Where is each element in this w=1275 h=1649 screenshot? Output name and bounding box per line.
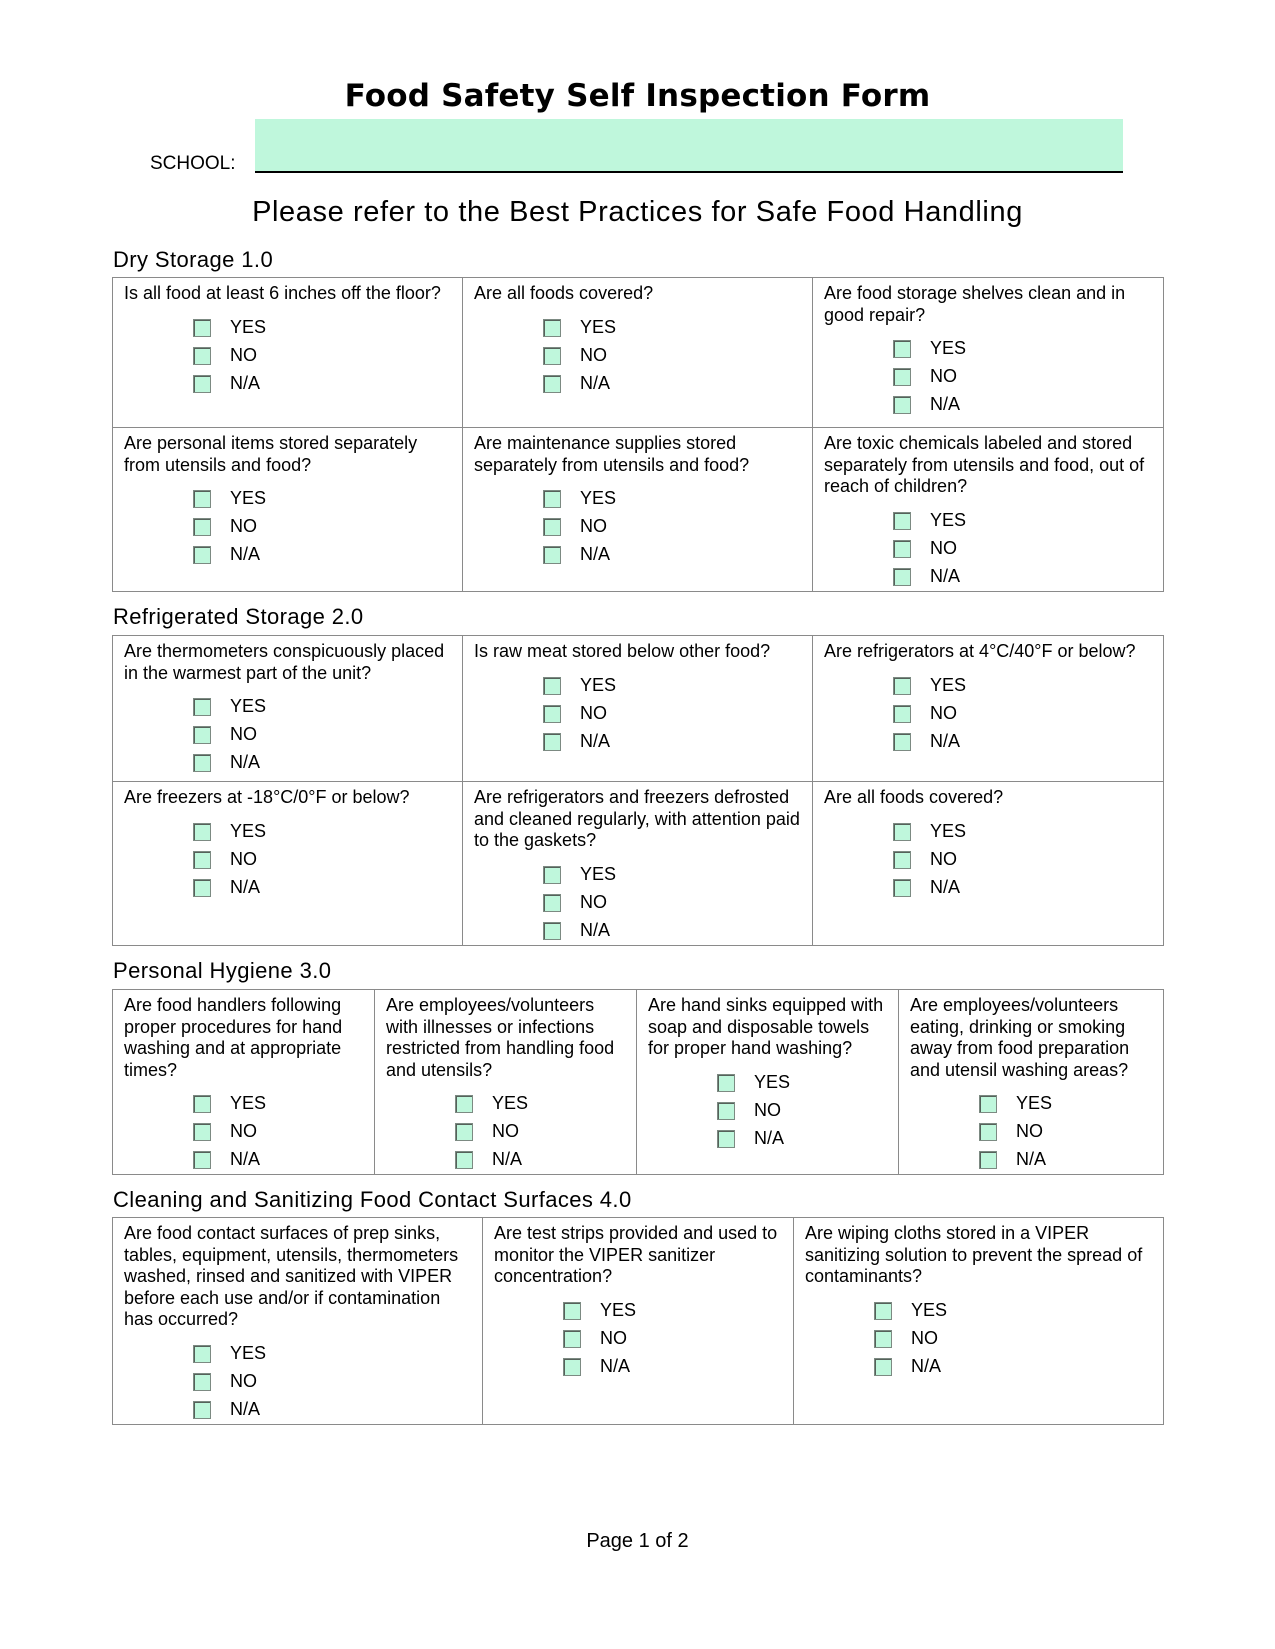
section-title-refrigerated-storage: Refrigerated Storage 2.0 — [113, 604, 364, 629]
question-text: Are employees/volunteers with illnesses or infections restricted from handling food and utensils? — [386, 995, 615, 1080]
na-label: N/A — [600, 1355, 631, 1376]
na-checkbox[interactable] — [193, 546, 211, 564]
na-checkbox[interactable] — [893, 396, 911, 414]
answer-options — [893, 335, 1153, 419]
na-label: N/A — [230, 544, 261, 565]
option-na[interactable] — [563, 1353, 783, 1381]
option-na[interactable] — [717, 1125, 888, 1153]
question-text: Is all food at least 6 inches off the floor? — [124, 283, 441, 303]
no-label: NO — [580, 891, 607, 912]
personal-hygiene-table — [112, 989, 1164, 1175]
yes-checkbox[interactable] — [563, 1302, 581, 1320]
answer-options — [563, 1297, 783, 1381]
question-text: Are food handlers following proper procedures for hand washing and at appropriate times? — [124, 995, 343, 1080]
no-checkbox[interactable] — [893, 368, 911, 386]
cleaning-sanitizing-table — [112, 1217, 1164, 1425]
question-cell — [813, 636, 1164, 782]
option-yes[interactable] — [193, 485, 452, 513]
yes-checkbox[interactable] — [455, 1095, 473, 1113]
yes-label: YES — [492, 1093, 529, 1114]
na-label: N/A — [230, 1149, 261, 1170]
yes-label: YES — [1016, 1093, 1053, 1114]
option-na[interactable] — [874, 1353, 1153, 1381]
no-label: NO — [230, 516, 257, 537]
question-cell — [113, 990, 375, 1175]
question-text: Are thermometers conspicuously placed in the warmest part of the unit? — [124, 641, 445, 683]
no-checkbox[interactable] — [893, 851, 911, 869]
option-yes[interactable] — [543, 314, 802, 342]
no-checkbox[interactable] — [543, 347, 561, 365]
question-cell — [899, 990, 1164, 1175]
answer-options — [543, 861, 802, 945]
no-checkbox[interactable] — [193, 347, 211, 365]
answer-options — [543, 314, 802, 398]
na-checkbox[interactable] — [874, 1358, 892, 1376]
answer-options — [193, 1340, 472, 1424]
question-text: Are employees/volunteers eating, drinking or smoking away from food preparation and utensil washing areas? — [910, 995, 1130, 1080]
no-checkbox[interactable] — [193, 1373, 211, 1391]
no-checkbox[interactable] — [455, 1123, 473, 1141]
answer-options — [455, 1090, 626, 1174]
option-no[interactable] — [543, 513, 802, 541]
question-cell — [813, 278, 1164, 428]
na-checkbox[interactable] — [193, 1151, 211, 1169]
yes-checkbox[interactable] — [893, 512, 911, 530]
na-checkbox[interactable] — [893, 568, 911, 586]
yes-checkbox[interactable] — [193, 1345, 211, 1363]
na-label: N/A — [1016, 1149, 1047, 1170]
yes-label: YES — [580, 488, 617, 509]
question-cell — [113, 278, 463, 428]
option-na[interactable] — [193, 874, 452, 902]
question-text: Are toxic chemicals labeled and stored separately from utensils and food, out of reach of children? — [824, 433, 1145, 496]
yes-checkbox[interactable] — [193, 319, 211, 337]
no-label: NO — [930, 702, 957, 723]
na-checkbox[interactable] — [193, 754, 211, 772]
no-label: NO — [930, 848, 957, 869]
answer-options — [893, 672, 1153, 756]
yes-checkbox[interactable] — [979, 1095, 997, 1113]
question-cell — [463, 782, 813, 946]
option-na[interactable] — [543, 370, 802, 398]
question-text: Are personal items stored separately from utensils and food? — [124, 433, 418, 475]
answer-options — [193, 1090, 364, 1174]
na-checkbox[interactable] — [893, 879, 911, 897]
option-no[interactable] — [455, 1118, 626, 1146]
answer-options — [193, 485, 452, 569]
option-na[interactable] — [543, 728, 802, 756]
subtitle: Please refer to the Best Practices for Safe Food Handling — [252, 196, 1023, 228]
no-checkbox[interactable] — [193, 851, 211, 869]
option-yes[interactable] — [193, 314, 452, 342]
no-checkbox[interactable] — [979, 1123, 997, 1141]
yes-label: YES — [600, 1299, 637, 1320]
na-checkbox[interactable] — [193, 375, 211, 393]
option-no[interactable] — [193, 513, 452, 541]
yes-checkbox[interactable] — [193, 698, 211, 716]
no-checkbox[interactable] — [193, 518, 211, 536]
no-label: NO — [930, 366, 957, 387]
option-na[interactable] — [543, 541, 802, 569]
answer-options — [979, 1090, 1153, 1174]
question-cell — [463, 428, 813, 592]
question-cell — [794, 1218, 1164, 1425]
option-yes[interactable] — [543, 672, 802, 700]
yes-checkbox[interactable] — [543, 490, 561, 508]
na-checkbox[interactable] — [979, 1151, 997, 1169]
section-title-dry-storage: Dry Storage 1.0 — [113, 247, 274, 272]
option-yes[interactable] — [893, 507, 1153, 535]
na-label: N/A — [580, 544, 611, 565]
option-yes[interactable] — [874, 1297, 1153, 1325]
dry-storage-table — [112, 277, 1164, 592]
no-label: NO — [230, 724, 257, 745]
no-label: NO — [754, 1099, 781, 1120]
answer-options — [543, 485, 802, 569]
refrigerated-storage-table — [112, 635, 1164, 946]
question-cell — [375, 990, 637, 1175]
option-na[interactable] — [893, 391, 1153, 419]
na-checkbox[interactable] — [717, 1130, 735, 1148]
na-checkbox[interactable] — [543, 546, 561, 564]
yes-label: YES — [580, 674, 617, 695]
na-label: N/A — [911, 1355, 942, 1376]
option-no[interactable] — [979, 1118, 1153, 1146]
option-yes[interactable] — [193, 693, 452, 721]
option-no[interactable] — [193, 1118, 364, 1146]
option-yes[interactable] — [455, 1090, 626, 1118]
yes-label: YES — [230, 1093, 267, 1114]
na-label: N/A — [930, 730, 961, 751]
question-text: Are test strips provided and used to monitor the VIPER sanitizer concentration? — [494, 1223, 778, 1286]
page-number: Page 1 of 2 — [586, 1530, 689, 1552]
option-no[interactable] — [874, 1325, 1153, 1353]
yes-label: YES — [930, 674, 967, 695]
question-text: Are maintenance supplies stored separately from utensils and food? — [474, 433, 750, 475]
answer-options — [893, 507, 1153, 591]
question-text: Are food storage shelves clean and in good repair? — [824, 283, 1126, 325]
option-na[interactable] — [979, 1146, 1153, 1174]
yes-label: YES — [580, 863, 617, 884]
form-title: Food Safety Self Inspection Form — [344, 78, 931, 114]
option-no[interactable] — [193, 721, 452, 749]
question-cell — [113, 636, 463, 782]
yes-label: YES — [930, 820, 967, 841]
yes-label: YES — [230, 488, 267, 509]
option-no[interactable] — [193, 1368, 472, 1396]
question-cell — [483, 1218, 794, 1425]
answer-options — [193, 693, 452, 777]
question-cell — [113, 1218, 483, 1425]
option-yes[interactable] — [193, 1340, 472, 1368]
na-label: N/A — [492, 1149, 523, 1170]
yes-checkbox[interactable] — [717, 1074, 735, 1092]
option-yes[interactable] — [193, 1090, 364, 1118]
option-na[interactable] — [193, 1146, 364, 1174]
no-label: NO — [930, 537, 957, 558]
yes-checkbox[interactable] — [543, 866, 561, 884]
option-no[interactable] — [543, 342, 802, 370]
answer-options — [893, 818, 1153, 902]
no-checkbox[interactable] — [543, 705, 561, 723]
answer-options — [543, 672, 802, 756]
question-text: Are hand sinks equipped with soap and disposable towels for proper hand washing? — [648, 995, 884, 1058]
option-yes[interactable] — [563, 1297, 783, 1325]
na-label: N/A — [580, 372, 611, 393]
option-na[interactable] — [455, 1146, 626, 1174]
yes-checkbox[interactable] — [893, 823, 911, 841]
yes-checkbox[interactable] — [543, 319, 561, 337]
option-na[interactable] — [193, 370, 452, 398]
option-yes[interactable] — [979, 1090, 1153, 1118]
option-na[interactable] — [893, 563, 1153, 591]
option-yes[interactable] — [543, 485, 802, 513]
no-checkbox[interactable] — [543, 894, 561, 912]
yes-label: YES — [230, 316, 267, 337]
yes-label: YES — [930, 509, 967, 530]
school-label: SCHOOL: — [150, 153, 236, 174]
option-na[interactable] — [193, 541, 452, 569]
na-checkbox[interactable] — [563, 1358, 581, 1376]
option-yes[interactable] — [893, 335, 1153, 363]
option-no[interactable] — [193, 342, 452, 370]
question-cell — [113, 428, 463, 592]
option-na[interactable] — [893, 728, 1153, 756]
na-checkbox[interactable] — [543, 733, 561, 751]
option-no[interactable] — [193, 846, 452, 874]
question-text: Are refrigerators and freezers defrosted and cleaned regularly, with attention paid to the gaskets? — [474, 787, 800, 850]
option-no[interactable] — [893, 363, 1153, 391]
no-checkbox[interactable] — [874, 1330, 892, 1348]
na-label: N/A — [754, 1127, 785, 1148]
question-cell — [813, 782, 1164, 946]
option-no[interactable] — [543, 700, 802, 728]
option-no[interactable] — [893, 700, 1153, 728]
na-label: N/A — [930, 394, 961, 415]
school-input[interactable] — [255, 119, 1123, 173]
yes-label: YES — [911, 1299, 948, 1320]
na-label: N/A — [230, 1398, 261, 1419]
option-yes[interactable] — [193, 818, 452, 846]
section-title-personal-hygiene: Personal Hygiene 3.0 — [113, 958, 332, 983]
no-checkbox[interactable] — [717, 1102, 735, 1120]
no-checkbox[interactable] — [563, 1330, 581, 1348]
no-checkbox[interactable] — [543, 518, 561, 536]
yes-checkbox[interactable] — [893, 677, 911, 695]
na-checkbox[interactable] — [455, 1151, 473, 1169]
yes-label: YES — [754, 1071, 791, 1092]
option-na[interactable] — [543, 917, 802, 945]
question-text: Are all foods covered? — [824, 787, 1004, 807]
option-no[interactable] — [717, 1097, 888, 1125]
option-yes[interactable] — [893, 672, 1153, 700]
section-title-cleaning-sanitizing: Cleaning and Sanitizing Food Contact Surfaces 4.0 — [113, 1187, 632, 1212]
question-cell — [463, 636, 813, 782]
na-label: N/A — [230, 372, 261, 393]
no-checkbox[interactable] — [193, 726, 211, 744]
option-no[interactable] — [893, 535, 1153, 563]
question-text: Are food contact surfaces of prep sinks, tables, equipment, utensils, thermometers washed, rinsed and sanitized with VIPER before each use and/or if contamination has occurred? — [124, 1223, 459, 1329]
option-na[interactable] — [193, 749, 452, 777]
no-label: NO — [492, 1121, 519, 1142]
option-yes[interactable] — [543, 861, 802, 889]
no-label: NO — [230, 1121, 257, 1142]
question-text: Is raw meat stored below other food? — [474, 641, 771, 661]
option-na[interactable] — [893, 874, 1153, 902]
yes-checkbox[interactable] — [543, 677, 561, 695]
answer-options — [717, 1069, 888, 1153]
question-cell — [463, 278, 813, 428]
na-checkbox[interactable] — [893, 733, 911, 751]
yes-checkbox[interactable] — [893, 340, 911, 358]
no-label: NO — [230, 848, 257, 869]
no-checkbox[interactable] — [893, 540, 911, 558]
na-checkbox[interactable] — [193, 879, 211, 897]
na-label: N/A — [580, 919, 611, 940]
yes-label: YES — [930, 338, 967, 359]
no-label: NO — [1016, 1121, 1043, 1142]
na-checkbox[interactable] — [543, 375, 561, 393]
yes-label: YES — [230, 820, 267, 841]
answer-options — [193, 314, 452, 398]
option-no[interactable] — [893, 846, 1153, 874]
question-text: Are refrigerators at 4°C/40°F or below? — [824, 641, 1136, 661]
no-label: NO — [580, 344, 607, 365]
no-label: NO — [580, 516, 607, 537]
na-label: N/A — [580, 730, 611, 751]
na-checkbox[interactable] — [543, 922, 561, 940]
yes-label: YES — [230, 1342, 267, 1363]
question-cell — [813, 428, 1164, 592]
no-checkbox[interactable] — [193, 1123, 211, 1141]
na-label: N/A — [230, 752, 261, 773]
yes-label: YES — [580, 316, 617, 337]
question-text: Are all foods covered? — [474, 283, 654, 303]
yes-label: YES — [230, 696, 267, 717]
no-label: NO — [911, 1327, 938, 1348]
option-yes[interactable] — [893, 818, 1153, 846]
question-cell — [637, 990, 899, 1175]
yes-checkbox[interactable] — [193, 490, 211, 508]
option-no[interactable] — [563, 1325, 783, 1353]
answer-options — [874, 1297, 1153, 1381]
na-label: N/A — [930, 876, 961, 897]
option-yes[interactable] — [717, 1069, 888, 1097]
question-text: Are wiping cloths stored in a VIPER sanitizing solution to prevent the spread of contaminants? — [805, 1223, 1143, 1286]
option-na[interactable] — [193, 1396, 472, 1424]
no-label: NO — [230, 1370, 257, 1391]
no-checkbox[interactable] — [893, 705, 911, 723]
option-no[interactable] — [543, 889, 802, 917]
answer-options — [193, 818, 452, 902]
na-label: N/A — [930, 565, 961, 586]
na-label: N/A — [230, 876, 261, 897]
no-label: NO — [580, 702, 607, 723]
no-label: NO — [230, 344, 257, 365]
question-text: Are freezers at -18°C/0°F or below? — [124, 787, 410, 807]
na-checkbox[interactable] — [193, 1401, 211, 1419]
yes-checkbox[interactable] — [193, 823, 211, 841]
no-label: NO — [600, 1327, 627, 1348]
yes-checkbox[interactable] — [874, 1302, 892, 1320]
question-cell — [113, 782, 463, 946]
yes-checkbox[interactable] — [193, 1095, 211, 1113]
